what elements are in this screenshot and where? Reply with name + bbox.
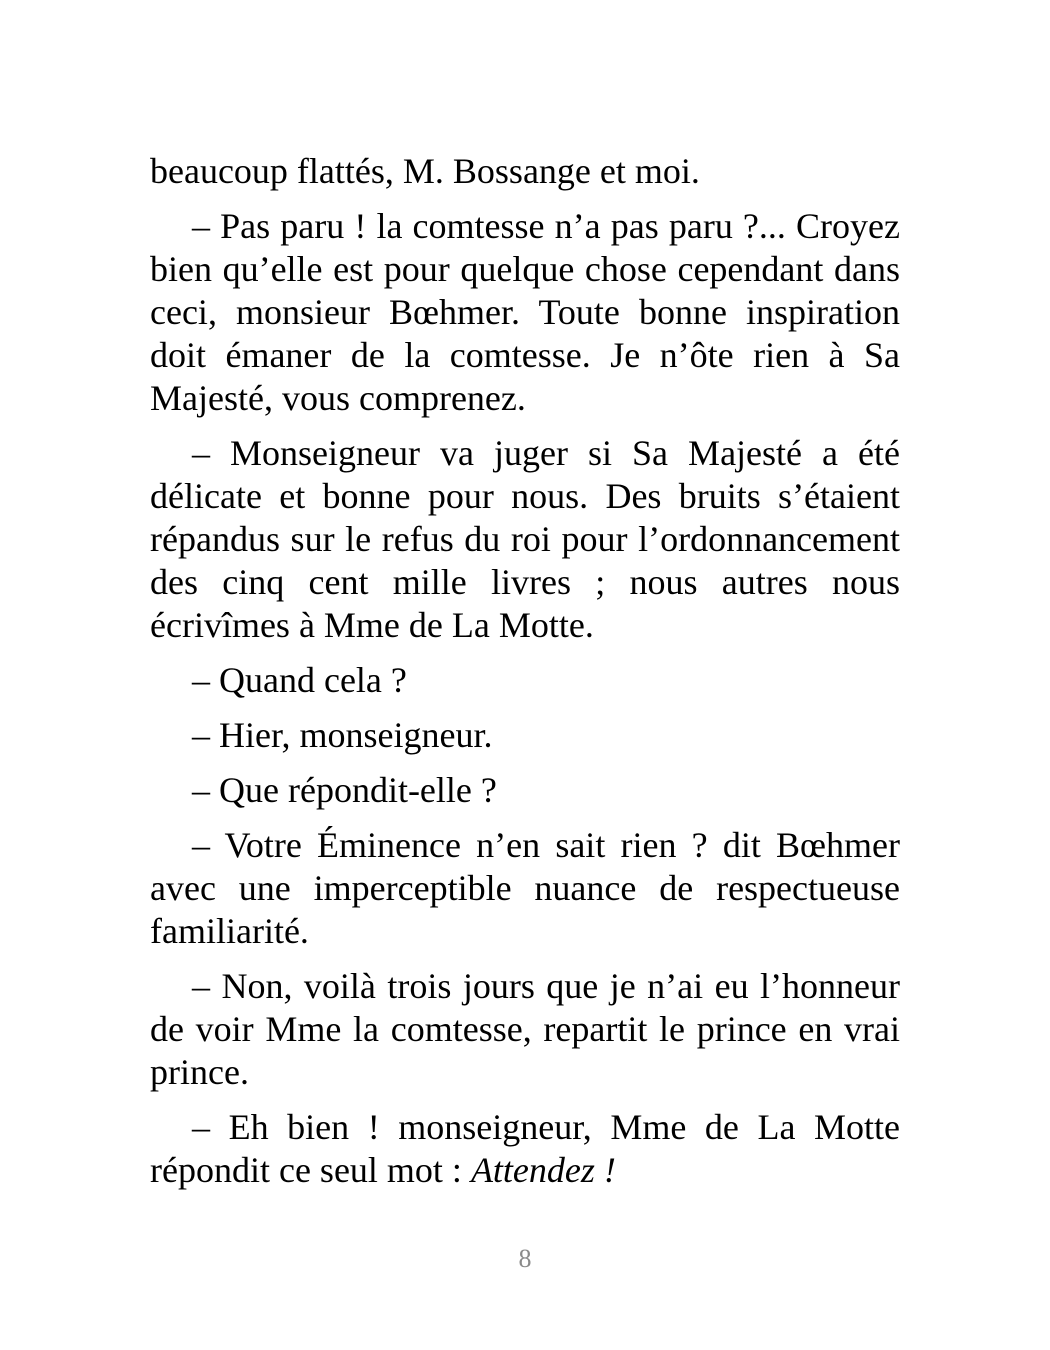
page-body [150, 150, 900, 1204]
paragraph-dialogue: – Votre Éminence n’en sait rien ? dit Bœhmer avec une imperceptible nuance de respectueuse familiarité. [150, 825, 900, 951]
page-number: 8 [518, 1244, 532, 1273]
paragraph-dialogue: – Que répondit-elle ? [192, 770, 497, 810]
paragraph-continuation: beaucoup flattés, M. Bossange et moi. [150, 151, 700, 191]
paragraph-dialogue: – Quand cela ? [192, 660, 407, 700]
paragraph-dialogue: – Non, voilà trois jours que je n’ai eu l’honneur de voir Mme la comtesse, repartit le prince en vrai prince. [150, 966, 900, 1092]
paragraph-dialogue: – Pas paru ! la comtesse n’a pas paru ?... Croyez bien qu’elle est pour quelque chose cependant dans ceci, monsieur Bœhmer. Toute bonne inspiration doit émaner de la comtesse. Je n’ôte rien à Sa Majesté, vous comprenez. [150, 206, 900, 418]
paragraph-dialogue: – Monseigneur va juger si Sa Majesté a été délicate et bonne pour nous. Des bruits s’étaient répandus sur le refus du roi pour l’ordonnancement des cinq cent mille livres ; nous autres nous écrivîmes à Mme de La Motte. [150, 433, 900, 645]
paragraph-dialogue-final [150, 1106, 900, 1192]
paragraph-dialogue: – Hier, monseigneur. [192, 715, 493, 755]
final-paragraph-text: – Eh bien ! monseigneur, Mme de La Motte répondit ce seul mot : [150, 1107, 900, 1190]
emphasized-reply: Attendez ! [470, 1150, 616, 1190]
